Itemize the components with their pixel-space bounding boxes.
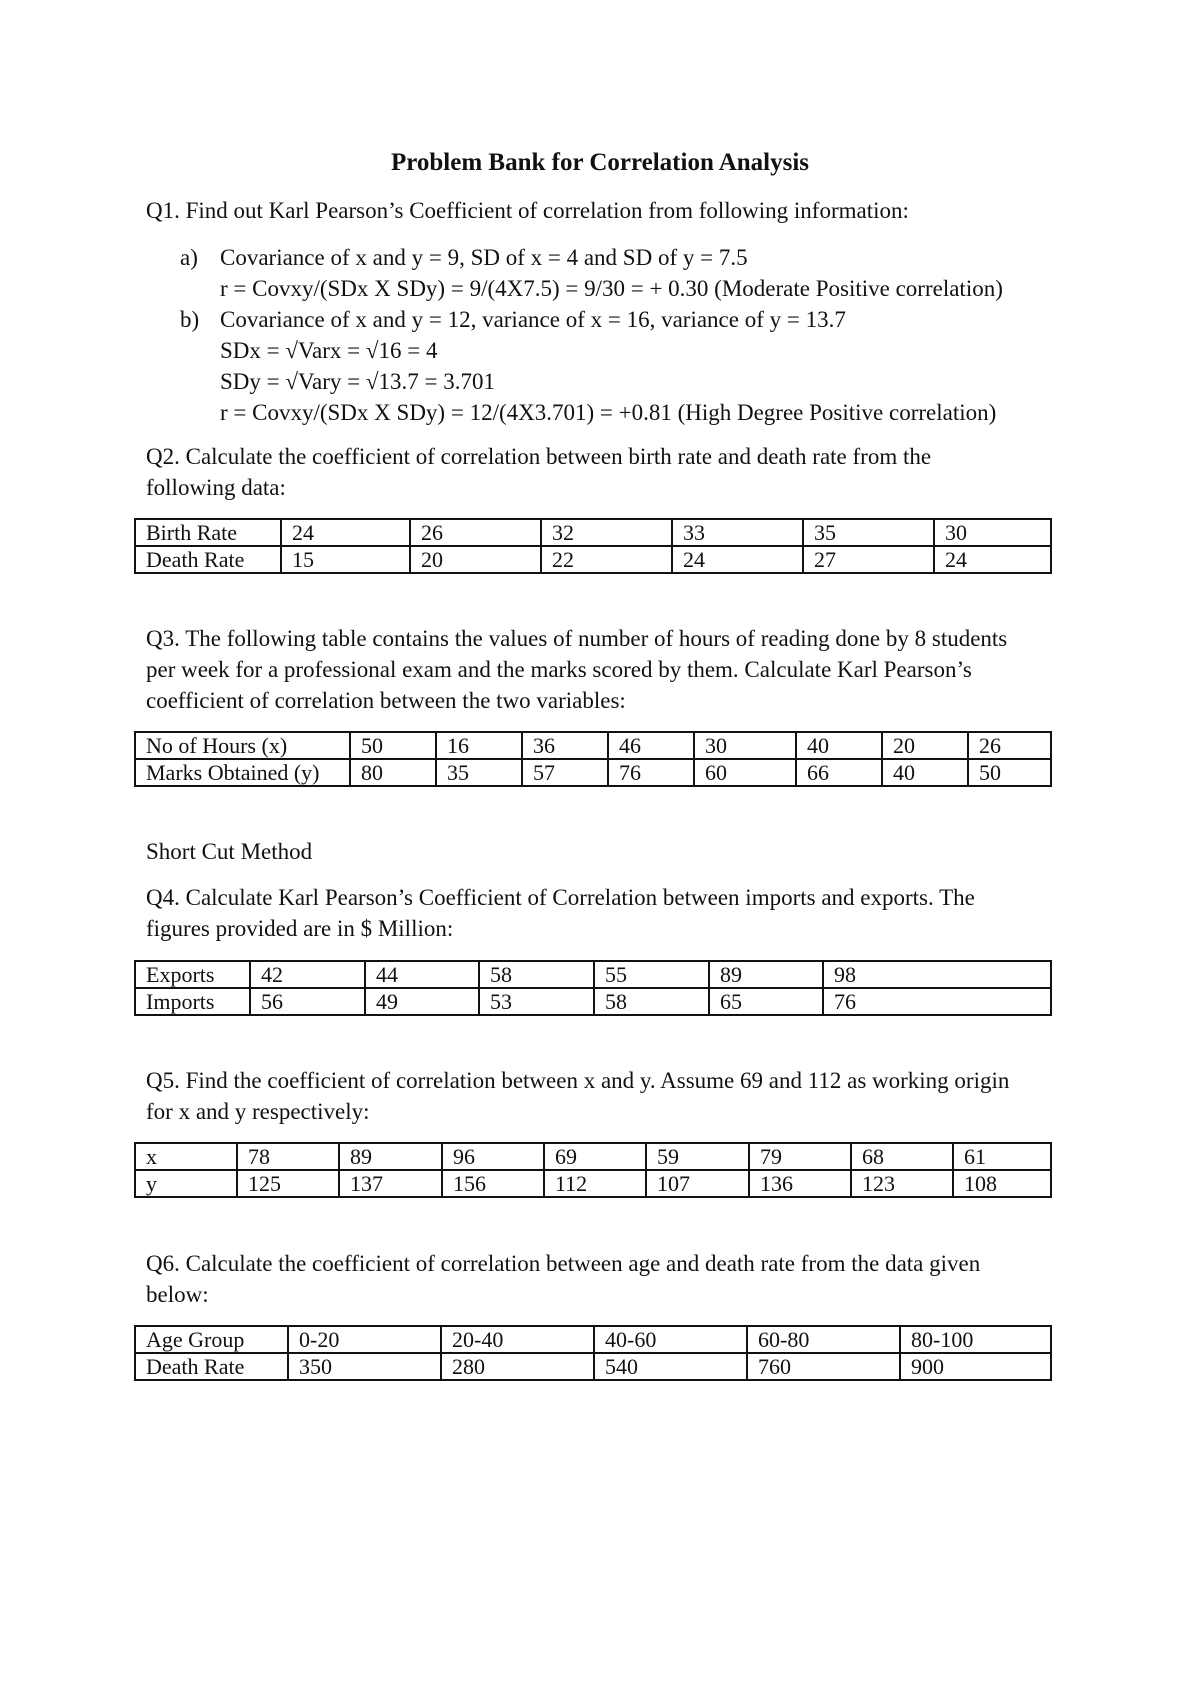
table-cell: 123 bbox=[851, 1170, 953, 1197]
table-header-cell: Birth Rate bbox=[135, 519, 281, 546]
table-cell: 76 bbox=[608, 759, 694, 786]
table-cell: 26 bbox=[968, 732, 1051, 759]
table-cell: 24 bbox=[934, 546, 1051, 573]
table-cell: 540 bbox=[594, 1353, 747, 1380]
q3-table bbox=[134, 731, 1052, 787]
q1-b-line-1: Covariance of x and y = 12, variance of x = 16, variance of y = 13.7 bbox=[220, 307, 846, 332]
q3-line-3: coefficient of correlation between the two variables: bbox=[146, 688, 626, 713]
table-cell: 137 bbox=[339, 1170, 442, 1197]
table-cell: 24 bbox=[672, 546, 803, 573]
table-cell: 65 bbox=[709, 988, 823, 1015]
table-header-cell: Death Rate bbox=[135, 1353, 288, 1380]
table-cell: 20-40 bbox=[441, 1326, 594, 1353]
table-row bbox=[135, 546, 1051, 573]
table-header-cell: No of Hours (x) bbox=[135, 732, 350, 759]
table-cell: 59 bbox=[646, 1143, 749, 1170]
table-cell: 40-60 bbox=[594, 1326, 747, 1353]
table-row bbox=[135, 1326, 1051, 1353]
table-cell: 136 bbox=[749, 1170, 851, 1197]
table-cell: 108 bbox=[953, 1170, 1051, 1197]
q3-line-2: per week for a professional exam and the marks scored by them. Calculate Karl Pearson’s bbox=[146, 657, 972, 682]
q1-b-line-2: SDx = √Varx = √16 = 4 bbox=[220, 338, 438, 363]
table-cell: 58 bbox=[594, 988, 709, 1015]
table-cell: 40 bbox=[882, 759, 968, 786]
table-cell: 56 bbox=[250, 988, 365, 1015]
q5-line-2: for x and y respectively: bbox=[146, 1099, 370, 1124]
q3-line-1: Q3. The following table contains the values of number of hours of reading done by 8 students bbox=[146, 626, 1008, 651]
q5-line-1: Q5. Find the coefficient of correlation between x and y. Assume 69 and 112 as working origin bbox=[146, 1068, 1010, 1093]
q2-line-1: Q2. Calculate the coefficient of correlation between birth rate and death rate from the bbox=[146, 444, 932, 469]
table-row bbox=[135, 961, 1051, 988]
section-heading-short-cut: Short Cut Method bbox=[146, 839, 313, 864]
q4-line-2: figures provided are in $ Million: bbox=[146, 916, 454, 941]
q1-a-line-2: r = Covxy/(SDx X SDy) = 9/(4X7.5) = 9/30 = + 0.30 (Moderate Positive correlation) bbox=[220, 276, 1003, 301]
table-header-cell: Exports bbox=[135, 961, 250, 988]
table-row bbox=[135, 1143, 1051, 1170]
table-header-cell: Age Group bbox=[135, 1326, 288, 1353]
q6-line-2: below: bbox=[146, 1282, 209, 1307]
table-cell: 16 bbox=[436, 732, 522, 759]
table-cell: 36 bbox=[522, 732, 608, 759]
table-cell: 78 bbox=[237, 1143, 339, 1170]
table-cell: 350 bbox=[288, 1353, 441, 1380]
table-row bbox=[135, 519, 1051, 546]
table-cell: 900 bbox=[900, 1353, 1051, 1380]
table-cell: 32 bbox=[541, 519, 672, 546]
table-cell: 156 bbox=[442, 1170, 544, 1197]
table-row bbox=[135, 732, 1051, 759]
table-cell: 61 bbox=[953, 1143, 1051, 1170]
table-cell: 35 bbox=[803, 519, 934, 546]
q1-b-line-4: r = Covxy/(SDx X SDy) = 12/(4X3.701) = +0.81 (High Degree Positive correlation) bbox=[220, 400, 997, 425]
table-cell: 89 bbox=[709, 961, 823, 988]
table-cell: 42 bbox=[250, 961, 365, 988]
table-row bbox=[135, 759, 1051, 786]
q6-table bbox=[134, 1325, 1052, 1381]
q2-line-2: following data: bbox=[146, 475, 286, 500]
q1-b-label: b) bbox=[180, 307, 200, 332]
table-cell: 60 bbox=[694, 759, 796, 786]
table-cell: 98 bbox=[823, 961, 1051, 988]
table-row bbox=[135, 1353, 1051, 1380]
table-cell: 27 bbox=[803, 546, 934, 573]
table-cell: 66 bbox=[796, 759, 882, 786]
q2-table bbox=[134, 518, 1052, 574]
q1-b-line-3: SDy = √Vary = √13.7 = 3.701 bbox=[220, 369, 495, 394]
table-cell: 58 bbox=[479, 961, 594, 988]
table-cell: 22 bbox=[541, 546, 672, 573]
table-cell: 57 bbox=[522, 759, 608, 786]
q5-table bbox=[134, 1142, 1052, 1198]
table-header-cell: Imports bbox=[135, 988, 250, 1015]
table-cell: 760 bbox=[747, 1353, 900, 1380]
q4-line-1: Q4. Calculate Karl Pearson’s Coefficient of Correlation between imports and exports. The bbox=[146, 885, 975, 910]
table-cell: 280 bbox=[441, 1353, 594, 1380]
table-cell: 68 bbox=[851, 1143, 953, 1170]
table-cell: 55 bbox=[594, 961, 709, 988]
table-header-cell: Death Rate bbox=[135, 546, 281, 573]
table-cell: 80-100 bbox=[900, 1326, 1051, 1353]
table-cell: 44 bbox=[365, 961, 479, 988]
table-cell: 15 bbox=[281, 546, 410, 573]
table-cell: 20 bbox=[882, 732, 968, 759]
table-cell: 30 bbox=[694, 732, 796, 759]
table-cell: 60-80 bbox=[747, 1326, 900, 1353]
page-title: Problem Bank for Correlation Analysis bbox=[390, 149, 810, 176]
q4-table bbox=[134, 960, 1052, 1016]
table-cell: 49 bbox=[365, 988, 479, 1015]
table-cell: 35 bbox=[436, 759, 522, 786]
table-cell: 0-20 bbox=[288, 1326, 441, 1353]
table-cell: 79 bbox=[749, 1143, 851, 1170]
table-header-cell: Marks Obtained (y) bbox=[135, 759, 350, 786]
table-cell: 69 bbox=[544, 1143, 646, 1170]
table-cell: 24 bbox=[281, 519, 410, 546]
q1-a-line-1: Covariance of x and y = 9, SD of x = 4 and SD of y = 7.5 bbox=[220, 245, 748, 270]
table-cell: 50 bbox=[968, 759, 1051, 786]
table-cell: 50 bbox=[350, 732, 436, 759]
table-cell: 107 bbox=[646, 1170, 749, 1197]
table-header-cell: y bbox=[135, 1170, 237, 1197]
table-row bbox=[135, 988, 1051, 1015]
table-cell: 40 bbox=[796, 732, 882, 759]
table-cell: 112 bbox=[544, 1170, 646, 1197]
table-cell: 26 bbox=[410, 519, 541, 546]
table-row bbox=[135, 1170, 1051, 1197]
table-cell: 20 bbox=[410, 546, 541, 573]
table-cell: 46 bbox=[608, 732, 694, 759]
table-header-cell: x bbox=[135, 1143, 237, 1170]
table-cell: 125 bbox=[237, 1170, 339, 1197]
table-cell: 33 bbox=[672, 519, 803, 546]
table-cell: 53 bbox=[479, 988, 594, 1015]
q1-a-label: a) bbox=[180, 245, 198, 270]
q6-line-1: Q6. Calculate the coefficient of correlation between age and death rate from the data given bbox=[146, 1251, 981, 1276]
table-cell: 30 bbox=[934, 519, 1051, 546]
table-cell: 80 bbox=[350, 759, 436, 786]
q1-question: Q1. Find out Karl Pearson’s Coefficient of correlation from following information: bbox=[146, 198, 909, 223]
table-cell: 89 bbox=[339, 1143, 442, 1170]
table-cell: 96 bbox=[442, 1143, 544, 1170]
table-cell: 76 bbox=[823, 988, 1051, 1015]
